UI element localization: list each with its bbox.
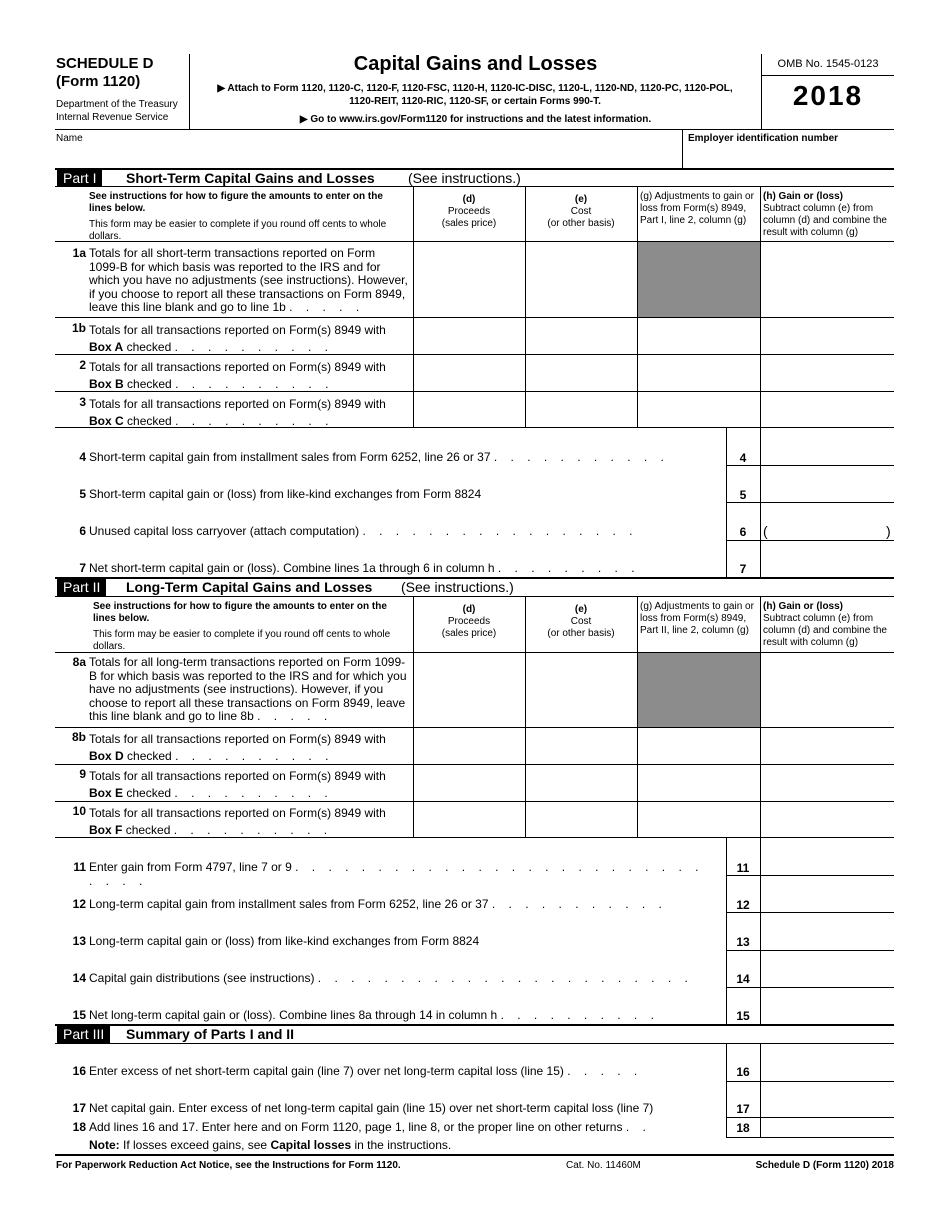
agency: Internal Revenue Service	[56, 112, 169, 123]
p2-col-h-label: (h) Gain or (loss)	[763, 601, 843, 612]
line-15-box: 15	[736, 1009, 750, 1023]
p2-col-e-sub: (or other basis)	[547, 628, 615, 639]
part2-instr-b: This form may be easier to complete if you round off cents to whole dollars.	[93, 629, 391, 652]
line-12-text: Long-term capital gain from installment sales from Form 6252, line 26 or 37 . . . . . . . . . . .	[89, 897, 667, 911]
line-4-number: 4	[79, 450, 86, 464]
line-18-note: Note: If losses exceed gains, see Capital losses in the instructions.	[89, 1138, 452, 1152]
line-12-number: 12	[72, 897, 86, 911]
line-1b-number: 1b	[71, 321, 86, 335]
line-4-text: Short-term capital gain from installment sales from Form 6252, line 26 or 37 . . . . . . . . . . .	[89, 450, 669, 464]
line-17-box: 17	[736, 1102, 750, 1116]
line-2-number: 2	[79, 358, 86, 372]
line-14-number: 14	[72, 971, 86, 985]
part2-see: (See instructions.)	[401, 579, 514, 595]
line-3-number: 3	[79, 395, 86, 409]
goto-instruction: ▶ Go to www.irs.gov/Form1120 for instructions and the latest information.	[299, 114, 652, 125]
ein-label: Employer identification number	[688, 133, 839, 144]
line-6-text: Unused capital loss carryover (attach computation) . . . . . . . . . . . . . . . . .	[89, 524, 638, 538]
col-g-header: (g) Adjustments to gain or loss from Form(s) 8949, Part I, line 2, column (g)	[640, 191, 754, 226]
part3-title: Summary of Parts I and II	[126, 1026, 295, 1042]
line-15-text: Net long-term capital gain or (loss). Combine lines 8a through 14 in column h . . . . . . . . . .	[89, 1008, 659, 1022]
line-13-box: 13	[736, 935, 750, 949]
part2-title: Long-Term Capital Gains and Losses	[126, 579, 373, 595]
line-9-text: Totals for all transactions reported on Form(s) 8949 with Box E checked . . . . . . . . . .	[89, 769, 386, 800]
line-8a-col-h[interactable]	[761, 653, 894, 727]
line-3-text: Totals for all transactions reported on Form(s) 8949 with Box C checked . . . . . . . . . .	[89, 397, 386, 428]
line-8b-number: 8b	[71, 730, 86, 744]
p2-col-e-title: Cost	[570, 616, 592, 627]
line-5-box: 5	[739, 488, 747, 502]
line-13-text: Long-term capital gain or (loss) from like-kind exchanges from Form 8824	[89, 934, 480, 948]
form-title: Capital Gains and Losses	[353, 53, 598, 75]
line-18-box: 18	[736, 1121, 750, 1135]
p2-col-d-sub: (sales price)	[441, 628, 497, 639]
line-1a-text: Totals for all short-term transactions reported on Form 1099-B for which basis was reported to the IRS and for which you have no adjustments (see instructions). However, if you choose to report all these transactions on Form 8949, leave this line blank and go to line 1b . . . . .	[89, 246, 408, 314]
line-8a-text: Totals for all long-term transactions reported on Form 1099-B for which basis was reported to the IRS and for which you have no adjustments (see instructions). However, if you choose to report all these transactions on Form 8949, leave this line blank and go to line 8b . . . . .	[89, 655, 407, 723]
part2-label: Part II	[57, 578, 106, 596]
line-8a-col-e[interactable]	[526, 653, 636, 727]
line-18-text: Add lines 16 and 17. Enter here and on Form 1120, page 1, line 8, or the proper line on other returns . .	[89, 1120, 651, 1134]
line-18-number: 18	[72, 1120, 86, 1134]
line-7-number: 7	[79, 561, 86, 575]
line-16-number: 16	[72, 1064, 86, 1078]
part2-instr-a: See instructions for how to figure the amounts to enter on the lines below.	[93, 601, 387, 624]
line-1a-col-d[interactable]	[414, 242, 524, 317]
p2-col-h-sub: Subtract column (e) from column (d) and combine the result with column (g)	[763, 613, 887, 648]
line-6-box: 6	[739, 525, 747, 539]
col-d-label: (d)	[462, 194, 476, 205]
line-8a-number: 8a	[72, 655, 86, 669]
part1-label: Part I	[57, 169, 102, 187]
line-4-box: 4	[739, 451, 747, 465]
col-e-label: (e)	[574, 194, 588, 205]
col-d-sub: (sales price)	[441, 218, 497, 229]
line-1a-col-h[interactable]	[761, 242, 894, 317]
part1-instr-b: This form may be easier to complete if you round off cents to whole dollars.	[89, 219, 387, 242]
line-17-number: 17	[72, 1101, 86, 1115]
footer-schedule: Schedule D (Form 1120) 2018	[755, 1160, 894, 1171]
line-16-box: 16	[736, 1065, 750, 1079]
line-16-text: Enter excess of net short-term capital gain (line 7) over net long-term capital loss (line 15) . . . . .	[89, 1064, 643, 1078]
line-10-text: Totals for all transactions reported on Form(s) 8949 with Box F checked . . . . . . . . . .	[89, 806, 386, 837]
line-6-paren-close: )	[886, 523, 891, 539]
attach-instruction: ▶ Attach to Form 1120, 1120-C, 1120-F, 1120-FSC, 1120-H, 1120-IC-DISC, 1120-L, 1120-ND, 1120-PC, 1120-POL, 1120-REIT, 1120-RIC, 1120-SF, or certain Forms 990-T.	[217, 83, 733, 107]
col-e-title: Cost	[570, 206, 592, 217]
line-17-text: Net capital gain. Enter excess of net long-term capital gain (line 15) over net short-term capital loss (line 7)	[89, 1101, 654, 1115]
part1-instr-a: See instructions for how to figure the amounts to enter on the lines below.	[89, 191, 383, 214]
line-5-number: 5	[79, 487, 86, 501]
line-7-text: Net short-term capital gain or (loss). Combine lines 1a through 6 in column h . . . . . . . . .	[89, 561, 640, 575]
form-number: (Form 1120)	[56, 73, 141, 90]
name-field[interactable]	[56, 146, 681, 166]
p2-col-d-title: Proceeds	[447, 616, 491, 627]
form-id: SCHEDULE D	[56, 55, 154, 72]
p2-col-e-label: (e)	[574, 604, 588, 615]
line-10-number: 10	[72, 804, 86, 818]
footer-cat: Cat. No. 11460M	[566, 1160, 641, 1171]
part3-label: Part III	[57, 1025, 110, 1043]
p2-col-g-header: (g) Adjustments to gain or loss from Form(s) 8949, Part II, line 2, column (g)	[640, 601, 754, 636]
omb-number: OMB No. 1545-0123	[777, 58, 879, 70]
line-14-text: Capital gain distributions (see instructions) . . . . . . . . . . . . . . . . . . . . . . .	[89, 971, 693, 985]
line-6-paren-open: (	[763, 523, 768, 539]
line-11-number: 11	[73, 860, 86, 874]
line-1b-text: Totals for all transactions reported on Form(s) 8949 with Box A checked . . . . . . . . . .	[89, 323, 386, 354]
footer-pra: For Paperwork Reduction Act Notice, see the Instructions for Form 1120.	[56, 1160, 401, 1171]
part1-see: (See instructions.)	[408, 170, 521, 186]
line-6-number: 6	[79, 524, 86, 538]
line-5-text: Short-term capital gain or (loss) from like-kind exchanges from Form 8824	[89, 487, 482, 501]
col-d-title: Proceeds	[447, 206, 491, 217]
name-label: Name	[56, 133, 83, 144]
line-11-box: 11	[736, 861, 750, 875]
line-8a-col-d[interactable]	[414, 653, 524, 727]
line-13-number: 13	[72, 934, 86, 948]
line-1a-col-e[interactable]	[526, 242, 636, 317]
col-h-label: (h) Gain or (loss)	[763, 191, 843, 202]
col-h-sub: Subtract column (e) from column (d) and combine the result with column (g)	[763, 203, 887, 238]
part1-title: Short-Term Capital Gains and Losses	[126, 170, 375, 186]
line-1a-number: 1a	[72, 246, 86, 260]
line-11-text: Enter gain from Form 4797, line 7 or 9 . . . . . . . . . . . . . . . . . . . . . . . . . . . . .	[89, 860, 704, 888]
line-14-box: 14	[736, 972, 750, 986]
department: Department of the Treasury	[56, 99, 178, 110]
tax-year: 2018	[792, 80, 864, 111]
col-e-sub: (or other basis)	[547, 218, 615, 229]
line-9-number: 9	[79, 767, 86, 781]
line-7-box: 7	[739, 562, 747, 576]
line-15-number: 15	[72, 1008, 86, 1022]
line-2-text: Totals for all transactions reported on Form(s) 8949 with Box B checked . . . . . . . . . .	[89, 360, 386, 391]
line-12-box: 12	[736, 898, 750, 912]
ein-field[interactable]	[688, 146, 892, 166]
p2-col-d-label: (d)	[462, 604, 476, 615]
line-8b-text: Totals for all transactions reported on Form(s) 8949 with Box D checked . . . . . . . . . .	[89, 732, 386, 763]
